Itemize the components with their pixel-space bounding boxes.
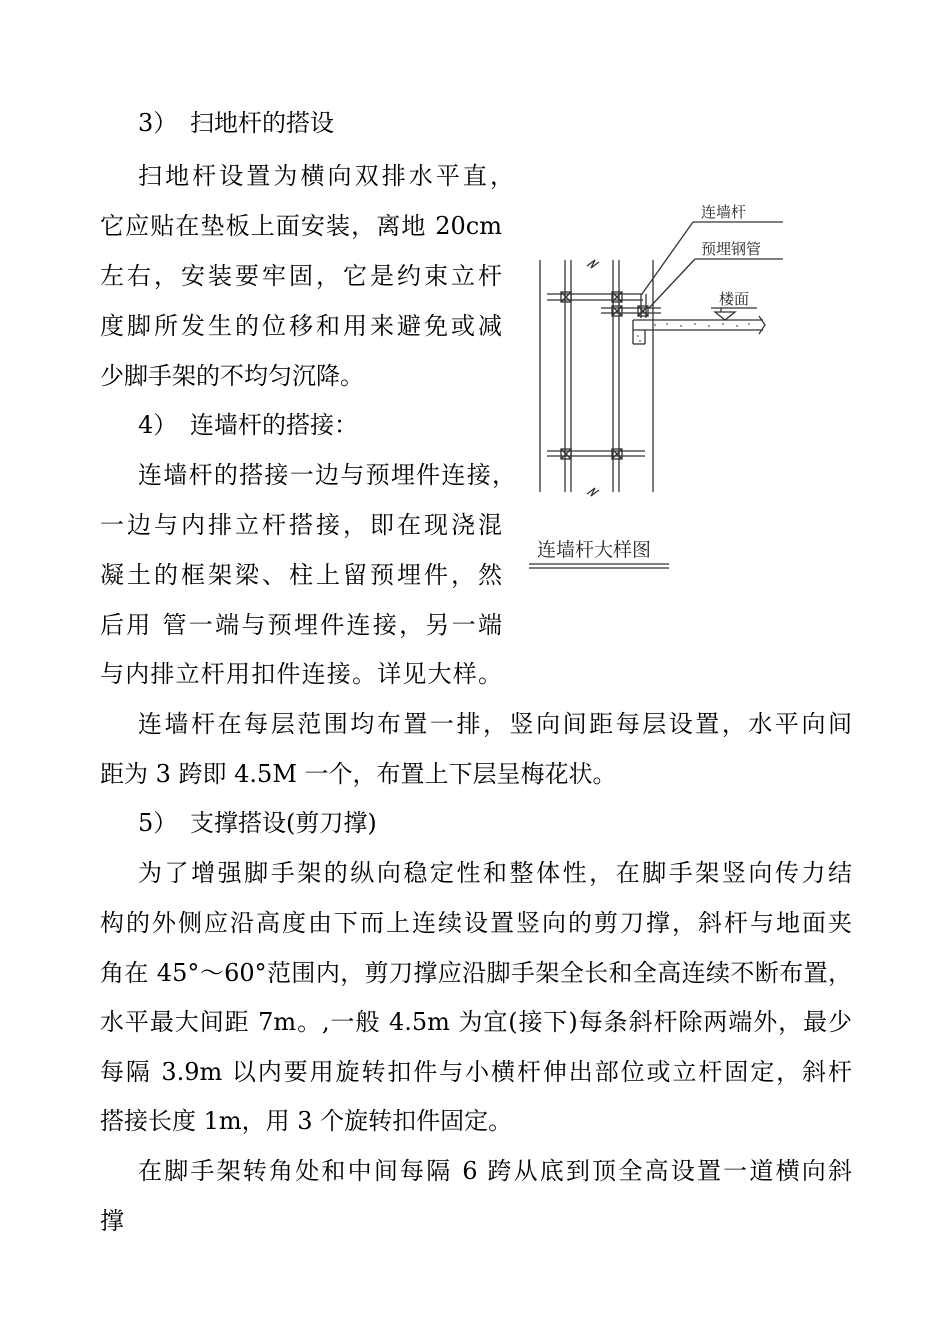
section-5-title: 支撑搭设(剪刀撑) [190,809,377,837]
paragraph-line: 在脚手架转角处和中间每隔 6 跨从底到顶全高设置一道横向斜 [138,1157,852,1185]
paragraph-line: 搭接长度 1m，用 3 个旋转扣件固定。 [100,1107,513,1135]
paragraph-line: 左右，安装要牢固，它是约束立杆 [100,262,502,290]
paragraph-line: 与内排立杆用扣件连接。详见大样。 [100,660,502,688]
section-3-number: 3） [138,109,178,137]
label-floor: 楼面 [719,290,750,308]
tie-rod-detail-diagram [525,196,795,576]
paragraph-line: 扫地杆设置为横向双排水平直， [138,162,514,190]
paragraph-line: 连墙杆在每层范围均布置一排，竖向间距每层设置，水平向间 [138,710,852,738]
paragraph-line: 构的外侧应沿高度由下而上连续设置竖向的剪刀撑，斜杆与地面夹 [100,909,852,937]
paragraph-line: 它应贴在垫板上面安装，离地 20cm [100,212,502,240]
paragraph-line: 每隔 3.9m 以内要用旋转扣件与小横杆伸出部位或立杆固定，斜杆 [100,1058,852,1086]
paragraph-line: 距为 3 跨即 4.5M 一个，布置上下层呈梅花状。 [100,760,617,788]
diagram-caption: 连墙杆大样图 [537,539,652,561]
paragraph-line: 少脚手架的不均匀沉降。 [100,362,364,390]
section-4-title: 连墙杆的搭接： [190,411,358,439]
section-4-number: 4） [138,411,178,439]
paragraph-line: 度脚所发生的位移和用来避免或减 [100,312,502,340]
section-4-heading [138,410,358,440]
paragraph-line: 撑 [100,1207,124,1235]
paragraph-line: 连墙杆的搭接一边与预埋件连接， [138,461,516,489]
paragraph-line: 后用 管一端与预埋件连接，另一端 [100,611,502,639]
paragraph-line: 为了增强脚手架的纵向稳定性和整体性，在脚手架竖向传力结 [138,859,852,887]
paragraph-line: 一边与内排立杆搭接，即在现浇混 [100,511,502,539]
section-5-number: 5） [138,809,178,837]
label-tie-rod: 连墙杆 [701,203,747,221]
label-embedded-pipe: 预埋钢管 [701,240,762,258]
paragraph-line: 水平最大间距 7m。,一般 4.5m 为宜(接下)每条斜杆除两端外，最少 [100,1008,852,1036]
section-5-heading [138,808,377,838]
paragraph-line: 凝土的框架梁、柱上留预埋件，然 [100,561,502,589]
section-3-title: 扫地杆的搭设 [190,109,334,137]
paragraph-line: 角在 45°～60°范围内，剪刀撑应沿脚手架全长和全高连续不断布置， [100,959,852,987]
section-3-heading [138,108,334,138]
